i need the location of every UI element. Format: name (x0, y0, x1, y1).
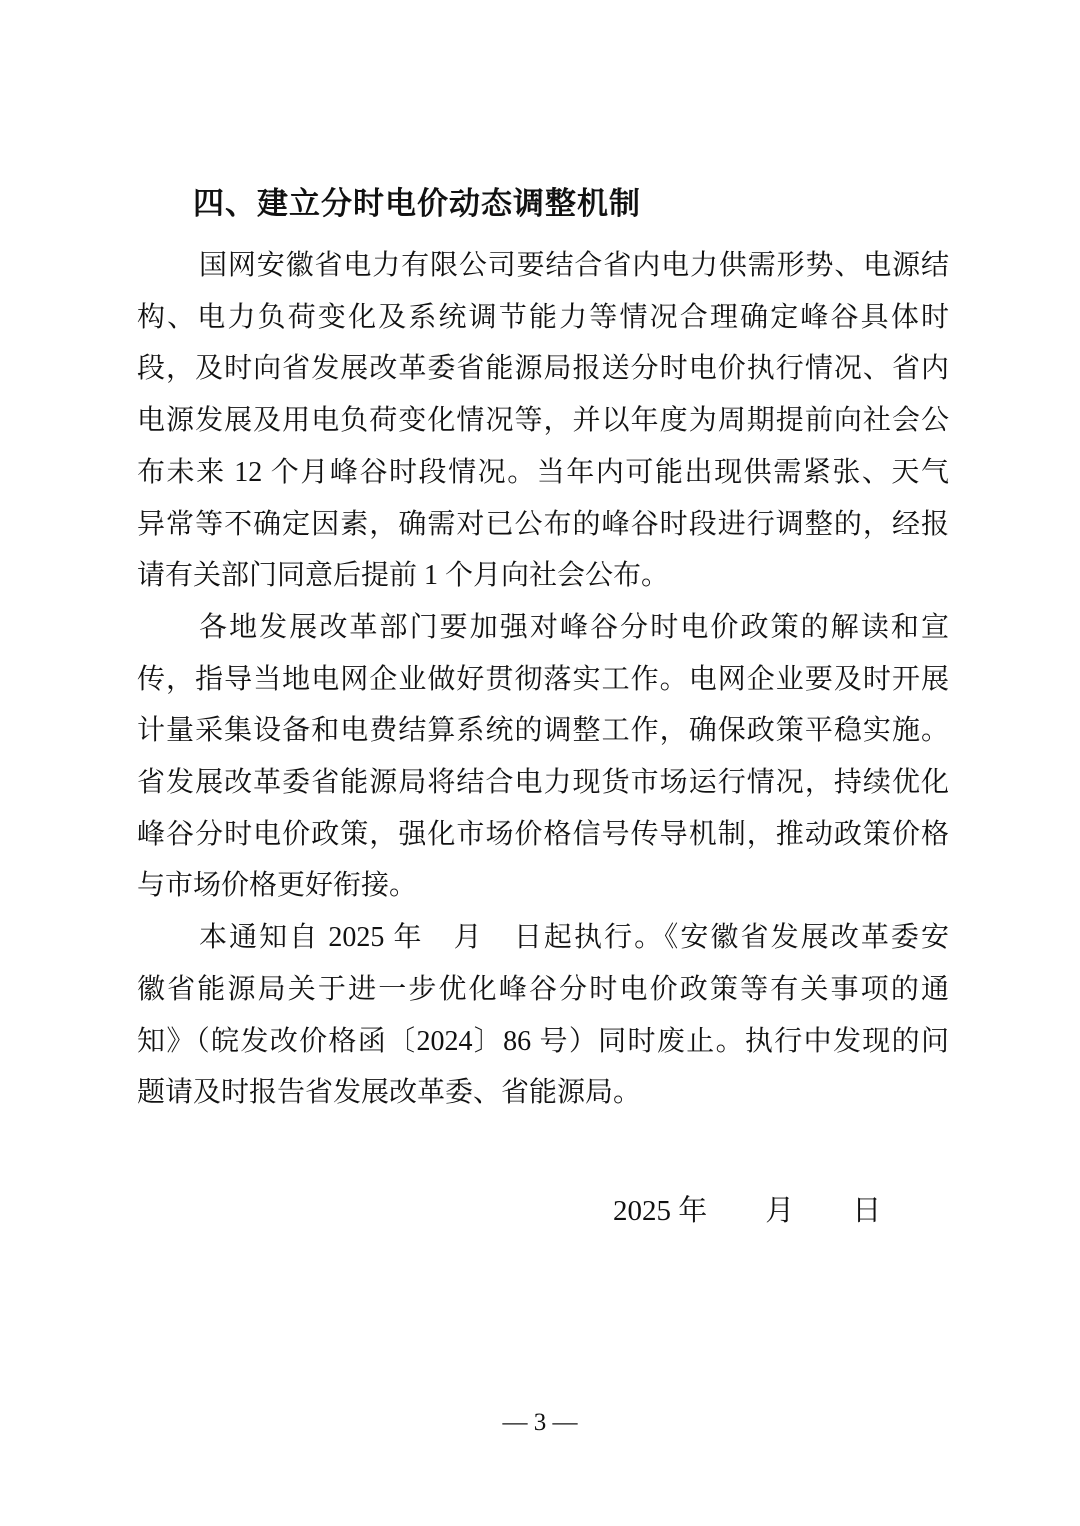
text-line: 国网安徽省电力有限公司要结合省内电力供需形势、电源结 (199, 250, 949, 281)
text-line: 布未来 12 个月峰谷时段情况。当年内可能出现供需紧张、天气 (137, 456, 949, 488)
paragraph (137, 912, 949, 1119)
signature-date: 2025 年 月 日 (613, 1194, 882, 1227)
text-line: 构、电力负荷变化及系统调节能力等情况合理确定峰谷具体时 (137, 301, 949, 333)
text-line: 请有关部门同意后提前 1 个月向社会公布。 (137, 560, 670, 592)
text-line: 徽省能源局关于进一步优化峰谷分时电价政策等有关事项的通 (137, 973, 949, 1005)
section-heading: 四、建立分时电价动态调整机制 (193, 186, 641, 221)
text-line: 传，指导当地电网企业做好贯彻落实工作。电网企业要及时开展 (137, 663, 949, 695)
paragraph (137, 240, 949, 602)
text-line: 本通知自 2025 年 月 日起执行。《安徽省发展改革委安 (199, 922, 949, 954)
text-line: 异常等不确定因素，确需对已公布的峰谷时段进行调整的，经报 (137, 508, 949, 540)
text-line: 计量采集设备和电费结算系统的调整工作，确保政策平稳实施。 (137, 715, 949, 747)
text-line: 与市场价格更好衔接。 (137, 870, 418, 902)
text-line: 电源发展及用电负荷变化情况等，并以年度为周期提前向社会公 (137, 405, 949, 437)
text-line: 段，及时向省发展改革委省能源局报送分时电价执行情况、省内 (137, 353, 949, 385)
text-line: 峰谷分时电价政策，强化市场价格信号传导机制，推动政策价格 (137, 818, 949, 850)
text-line: 各地发展改革部门要加强对峰谷分时电价政策的解读和宣 (199, 611, 949, 643)
text-line: 知》（皖发改价格函〔2024〕86 号）同时废止。执行中发现的问 (137, 1025, 949, 1057)
document-body (137, 178, 949, 1237)
text-line: 省发展改革委省能源局将结合电力现货市场运行情况，持续优化 (137, 767, 949, 799)
paragraph (137, 602, 949, 912)
text-line: 题请及时报告省发展改革委、省能源局。 (137, 1077, 642, 1109)
page-number: — 3 — (502, 1409, 578, 1436)
